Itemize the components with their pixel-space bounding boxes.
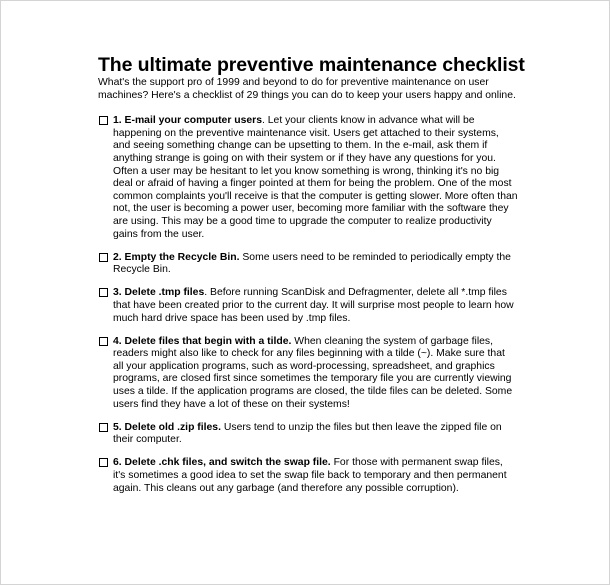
- checklist-item-heading: 6. Delete .chk files, and switch the swap file.: [113, 457, 331, 469]
- document-page: [98, 54, 525, 506]
- intro-paragraph: What's the support pro of 1999 and beyond to do for preventive maintenance on user machines? Here's a checklist of 29 things you can do to keep your users happy and online.: [98, 77, 516, 101]
- checkbox-icon[interactable]: [99, 253, 108, 262]
- checkbox-icon[interactable]: [99, 288, 108, 297]
- checklist-item: [98, 336, 518, 412]
- checklist-item-heading: 4. Delete files that begin with a tilde.: [113, 335, 292, 347]
- checklist-item-text: Some users need to be reminded to periodically empty the Recycle Bin.: [113, 251, 511, 276]
- checkbox-icon[interactable]: [99, 116, 108, 125]
- checklist-item: [98, 287, 518, 325]
- checklist-item-text: For those with permanent swap files, it's sometimes a good idea to set the swap file back to temporary and then permanent again. This cleans out any garbage (and therefore any possible corruption).: [113, 457, 507, 494]
- checklist-item-text: . Before running ScanDisk and Defragmenter, delete all *.tmp files that have been created prior to the current day. It will surprise most people to learn how much hard drive space has been used by .tmp files.: [113, 287, 514, 324]
- checklist-item: [98, 115, 518, 241]
- checklist-item: [98, 422, 518, 447]
- checklist-item: [98, 252, 518, 277]
- checkbox-icon[interactable]: [99, 458, 108, 467]
- checkbox-icon[interactable]: [99, 337, 108, 346]
- checklist: [98, 115, 518, 495]
- checklist-item: [98, 457, 518, 495]
- checklist-item-text: . Let your clients know in advance what will be happening on the preventive maintenance visit. Users get attached to their systems, and seeing something change can be upsetting to them. In the e-mail, ask them if anything strange is going on with their system or if they have any questions for you. Often a user may be hesitant to let you know something is wrong, thinking it's no big deal or afraid of having a finger pointed at them for being the problem. One of the most common complaints you'll receive is that the computer is getting slower. More often than not, the user is becoming a power user, becoming more familiar with the software they are using. This may be a good time to upgrade the computer to realize productivity gains from the user.: [113, 115, 518, 240]
- checklist-item-text: When cleaning the system of garbage files, readers might also like to check for any files beginning with a tilde (~). Make sure that all your application programs, such as word-processing, spreadsheet, and graphics programs, are closed first since sometimes the temporary file you are currently viewing uses a tilde. If the application programs are closed, the tilde files can be deleted. Some users find they have a lot of these on their systems!: [113, 335, 513, 410]
- checklist-item-text: Users tend to unzip the files but then leave the zipped file on their computer.: [113, 421, 502, 446]
- checklist-item-heading: 3. Delete .tmp files: [113, 287, 205, 299]
- checklist-item-heading: 5. Delete old .zip files.: [113, 421, 221, 433]
- checklist-item-heading: 2. Empty the Recycle Bin.: [113, 251, 240, 263]
- checkbox-icon[interactable]: [99, 423, 108, 432]
- page-title: The ultimate preventive maintenance checklist: [98, 54, 525, 76]
- checklist-item-heading: 1. E-mail your computer users: [113, 115, 262, 127]
